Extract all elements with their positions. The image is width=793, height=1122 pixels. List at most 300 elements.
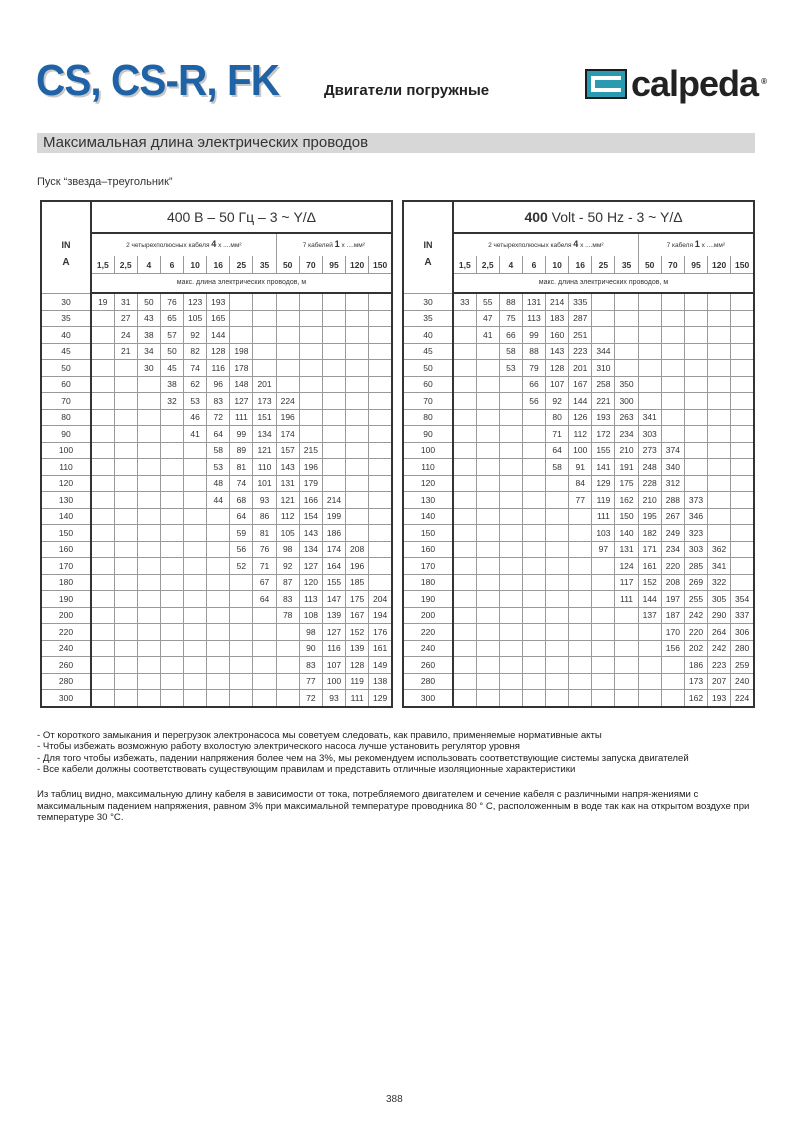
length-cell: 344 <box>592 343 615 360</box>
length-cell <box>684 393 707 410</box>
table-row <box>41 525 392 542</box>
length-cell <box>661 690 684 707</box>
length-cell: 76 <box>253 541 276 558</box>
length-cell <box>522 558 545 575</box>
length-cell: 41 <box>184 426 207 443</box>
table-row <box>403 343 754 360</box>
table-row <box>403 673 754 690</box>
length-cell: 108 <box>299 607 322 624</box>
length-cell: 99 <box>230 426 253 443</box>
length-cell <box>299 293 322 310</box>
length-cell <box>230 673 253 690</box>
length-cell <box>369 459 392 476</box>
length-cell: 67 <box>253 574 276 591</box>
table-row <box>403 293 754 310</box>
notes-list <box>37 730 689 776</box>
length-cell: 53 <box>207 459 230 476</box>
length-cell <box>184 459 207 476</box>
length-cell <box>638 293 661 310</box>
product-title: CS, CS-R, FK <box>36 56 280 105</box>
length-cell <box>522 426 545 443</box>
length-cell: 175 <box>346 591 369 608</box>
length-cell <box>731 293 754 310</box>
length-cell: 191 <box>615 459 638 476</box>
length-cell <box>91 393 114 410</box>
group-suffix: x ....мм² <box>580 242 604 249</box>
group-count: 1 <box>334 239 340 249</box>
length-cell <box>369 558 392 575</box>
length-cell <box>346 409 369 426</box>
length-cell: 155 <box>592 442 615 459</box>
length-cell: 150 <box>615 508 638 525</box>
length-cell <box>346 492 369 509</box>
length-cell: 38 <box>137 327 160 344</box>
length-cell <box>137 640 160 657</box>
length-cell: 105 <box>276 525 299 542</box>
in-label: IN <box>423 240 433 250</box>
current-value: 110 <box>41 459 91 476</box>
length-cell <box>160 426 183 443</box>
length-cell: 223 <box>569 343 592 360</box>
length-cell <box>160 690 183 707</box>
length-cell: 53 <box>184 393 207 410</box>
current-value: 190 <box>403 591 453 608</box>
length-cell <box>476 492 499 509</box>
length-cell <box>184 690 207 707</box>
length-cell <box>684 343 707 360</box>
length-cell <box>369 574 392 591</box>
length-cell <box>253 657 276 674</box>
cable-section-header: 35 <box>253 256 276 274</box>
current-value: 240 <box>41 640 91 657</box>
length-cell <box>661 327 684 344</box>
length-cell: 52 <box>230 558 253 575</box>
length-cell: 129 <box>592 475 615 492</box>
group-4-core-header <box>453 233 638 256</box>
length-cell: 110 <box>253 459 276 476</box>
length-cell <box>276 690 299 707</box>
length-cell <box>638 657 661 674</box>
length-cell: 199 <box>322 508 345 525</box>
length-cell <box>731 360 754 377</box>
group-single-core-header <box>276 233 392 256</box>
group-label: 7 кабеля <box>666 242 693 249</box>
length-cell <box>207 591 230 608</box>
brand-name <box>631 63 767 104</box>
table-row <box>41 293 392 310</box>
cable-section-header: 50 <box>638 256 661 274</box>
cable-section-header: 16 <box>569 256 592 274</box>
length-cell <box>114 442 137 459</box>
length-cell <box>114 360 137 377</box>
current-value: 220 <box>403 624 453 641</box>
length-cell: 214 <box>322 492 345 509</box>
length-cell <box>453 640 476 657</box>
length-cell: 97 <box>592 541 615 558</box>
length-cell: 119 <box>592 492 615 509</box>
length-cell: 170 <box>661 624 684 641</box>
length-cell: 210 <box>615 442 638 459</box>
current-value: 300 <box>41 690 91 707</box>
length-cell <box>453 442 476 459</box>
length-cell <box>91 327 114 344</box>
in-unit: A <box>424 257 432 268</box>
length-cell <box>569 640 592 657</box>
length-cell: 341 <box>638 409 661 426</box>
length-cell <box>91 640 114 657</box>
length-cell: 201 <box>569 360 592 377</box>
length-cell: 193 <box>207 293 230 310</box>
length-cell: 93 <box>322 690 345 707</box>
length-cell <box>546 640 569 657</box>
length-cell: 68 <box>230 492 253 509</box>
length-cell <box>453 426 476 443</box>
length-cell <box>522 673 545 690</box>
length-cell <box>499 442 522 459</box>
length-cell <box>253 640 276 657</box>
cable-length-table-ru <box>40 200 393 708</box>
length-cell: 362 <box>708 541 731 558</box>
length-cell: 66 <box>499 327 522 344</box>
length-cell <box>137 591 160 608</box>
length-cell: 48 <box>207 475 230 492</box>
length-cell <box>114 409 137 426</box>
length-cell: 120 <box>299 574 322 591</box>
length-cell <box>638 673 661 690</box>
length-cell <box>499 525 522 542</box>
length-cell <box>708 492 731 509</box>
length-cell: 141 <box>592 459 615 476</box>
length-cell: 220 <box>661 558 684 575</box>
length-cell: 58 <box>546 459 569 476</box>
length-cell <box>276 293 299 310</box>
length-cell <box>476 475 499 492</box>
table-row <box>41 591 392 608</box>
length-cell: 240 <box>731 673 754 690</box>
brand-text: calpeda <box>631 63 759 104</box>
table-row <box>41 475 392 492</box>
current-value: 280 <box>41 673 91 690</box>
length-cell <box>638 376 661 393</box>
length-cell <box>184 558 207 575</box>
length-cell <box>114 376 137 393</box>
length-cell: 306 <box>731 624 754 641</box>
current-value: 220 <box>41 624 91 641</box>
length-cell <box>661 293 684 310</box>
length-cell <box>230 327 253 344</box>
length-cell <box>661 409 684 426</box>
length-cell: 144 <box>638 591 661 608</box>
length-cell <box>546 657 569 674</box>
length-cell <box>731 508 754 525</box>
current-value: 40 <box>41 327 91 344</box>
length-cell <box>731 558 754 575</box>
length-cell <box>731 310 754 327</box>
table-row <box>403 360 754 377</box>
length-cell <box>522 442 545 459</box>
table-row <box>403 640 754 657</box>
length-cell <box>684 459 707 476</box>
length-cell: 64 <box>207 426 230 443</box>
cable-section-header: 4 <box>499 256 522 274</box>
length-cell: 179 <box>299 475 322 492</box>
in-label: IN <box>61 240 71 250</box>
length-cell <box>499 459 522 476</box>
length-cell <box>453 327 476 344</box>
length-cell <box>137 442 160 459</box>
length-cell <box>160 558 183 575</box>
length-cell <box>731 541 754 558</box>
length-cell: 66 <box>522 376 545 393</box>
table-row <box>41 376 392 393</box>
length-cell: 139 <box>322 607 345 624</box>
cable-section-header: 2,5 <box>476 256 499 274</box>
length-cell: 83 <box>299 657 322 674</box>
length-cell <box>91 508 114 525</box>
length-cell <box>207 690 230 707</box>
length-cell <box>160 459 183 476</box>
length-cell: 185 <box>346 574 369 591</box>
length-cell <box>638 393 661 410</box>
length-cell <box>453 525 476 542</box>
length-cell: 111 <box>615 591 638 608</box>
length-cell: 90 <box>299 640 322 657</box>
length-cell <box>684 293 707 310</box>
length-cell <box>638 327 661 344</box>
length-cell <box>114 393 137 410</box>
length-cell: 38 <box>160 376 183 393</box>
current-value: 180 <box>41 574 91 591</box>
length-cell: 149 <box>369 657 392 674</box>
current-value: 40 <box>403 327 453 344</box>
length-cell <box>230 690 253 707</box>
length-cell <box>230 640 253 657</box>
length-cell <box>230 310 253 327</box>
current-value: 120 <box>41 475 91 492</box>
table-row <box>403 409 754 426</box>
length-cell <box>184 541 207 558</box>
length-cell: 134 <box>299 541 322 558</box>
length-cell <box>569 574 592 591</box>
length-cell <box>276 673 299 690</box>
length-cell: 119 <box>346 673 369 690</box>
length-cell: 129 <box>369 690 392 707</box>
length-cell <box>230 574 253 591</box>
cable-section-header: 70 <box>299 256 322 274</box>
length-cell <box>453 624 476 641</box>
length-cell <box>253 607 276 624</box>
length-cell <box>322 459 345 476</box>
length-cell: 175 <box>615 475 638 492</box>
length-cell <box>346 343 369 360</box>
length-cell <box>253 327 276 344</box>
table-row <box>403 541 754 558</box>
length-cell: 83 <box>207 393 230 410</box>
length-cell <box>615 327 638 344</box>
length-cell <box>476 591 499 608</box>
length-cell <box>522 607 545 624</box>
current-value: 35 <box>403 310 453 327</box>
length-cell <box>114 475 137 492</box>
length-cell: 255 <box>684 591 707 608</box>
current-value: 45 <box>403 343 453 360</box>
length-cell: 157 <box>276 442 299 459</box>
length-cell <box>160 624 183 641</box>
length-cell: 224 <box>276 393 299 410</box>
section-header <box>37 133 755 153</box>
length-cell <box>137 475 160 492</box>
table-row <box>41 574 392 591</box>
length-cell <box>91 525 114 542</box>
in-unit: A <box>62 257 70 268</box>
current-value: 90 <box>41 426 91 443</box>
current-value: 100 <box>41 442 91 459</box>
length-cell <box>476 525 499 542</box>
length-cell <box>276 376 299 393</box>
length-cell: 57 <box>160 327 183 344</box>
length-cell <box>546 607 569 624</box>
cable-section-header: 120 <box>708 256 731 274</box>
length-cell: 21 <box>114 343 137 360</box>
length-cell <box>207 657 230 674</box>
length-cell <box>346 459 369 476</box>
length-cell: 165 <box>207 310 230 327</box>
calpeda-logo <box>585 63 767 104</box>
length-cell: 161 <box>369 640 392 657</box>
length-cell: 33 <box>453 293 476 310</box>
length-cell <box>615 607 638 624</box>
voltage-text: 400 В – 50 Гц – 3 ~ Y/Δ <box>166 209 317 225</box>
current-value: 30 <box>403 293 453 310</box>
length-cell <box>346 442 369 459</box>
length-cell: 290 <box>708 607 731 624</box>
length-cell <box>499 624 522 641</box>
length-cell: 312 <box>661 475 684 492</box>
length-cell: 300 <box>615 393 638 410</box>
length-cell <box>661 393 684 410</box>
length-cell: 128 <box>346 657 369 674</box>
length-cell <box>708 376 731 393</box>
group-label: 7 кабелей <box>302 242 333 249</box>
table-row <box>403 492 754 509</box>
length-cell <box>91 624 114 641</box>
length-cell <box>615 343 638 360</box>
length-cell: 50 <box>137 293 160 310</box>
length-cell <box>731 327 754 344</box>
length-cell <box>638 690 661 707</box>
length-cell <box>160 657 183 674</box>
length-cell: 34 <box>137 343 160 360</box>
length-cell: 156 <box>661 640 684 657</box>
length-cell: 127 <box>322 624 345 641</box>
length-cell <box>546 591 569 608</box>
cable-section-header: 10 <box>546 256 569 274</box>
length-cell: 234 <box>661 541 684 558</box>
length-cell <box>453 673 476 690</box>
length-cell <box>476 426 499 443</box>
length-cell <box>476 640 499 657</box>
length-cell: 143 <box>546 343 569 360</box>
length-cell <box>369 541 392 558</box>
length-cell <box>615 640 638 657</box>
note-item: - От короткого замыкания и перегрузок электронасоса мы советуем следовать, как правило, применяемые нормативные акты <box>37 730 602 741</box>
length-cell: 53 <box>499 360 522 377</box>
length-cell: 81 <box>230 459 253 476</box>
length-cell <box>207 525 230 542</box>
length-cell: 194 <box>369 607 392 624</box>
length-cell <box>499 376 522 393</box>
cable-section-header: 25 <box>592 256 615 274</box>
explanation-paragraph: Из таблиц видно, максимальную длину кабеля в зависимости от тока, потребляемого двигателем и сечение кабеля с различными напря-жениями с максимальным падением напряжения, равном 3% при максимальной температуре проводника 80 ° С, расположенным в воде так как на открытом воздухе при температуре 30 °С. <box>37 789 750 824</box>
length-cell <box>569 673 592 690</box>
note-item: - Для того чтобы избежать, падении напряжения более чем на 3%, мы рекомендуем использовать соответствующие системы запуска двигателей <box>37 752 689 764</box>
length-cell <box>137 459 160 476</box>
group-label: 2 четырехполюсных кабеля <box>488 242 572 249</box>
length-cell <box>476 673 499 690</box>
length-cell <box>615 673 638 690</box>
length-cell <box>569 541 592 558</box>
length-cell <box>230 591 253 608</box>
in-column-header <box>403 201 453 293</box>
length-cell <box>708 327 731 344</box>
length-cell: 134 <box>253 426 276 443</box>
length-cell <box>661 376 684 393</box>
length-cell: 111 <box>230 409 253 426</box>
length-cell: 88 <box>522 343 545 360</box>
length-cell <box>346 327 369 344</box>
length-cell <box>253 293 276 310</box>
group-suffix: x ....мм² <box>218 242 242 249</box>
group-suffix: x ....мм² <box>341 242 365 249</box>
length-cell <box>476 442 499 459</box>
length-cell: 19 <box>91 293 114 310</box>
length-cell <box>160 541 183 558</box>
current-value: 90 <box>403 426 453 443</box>
voltage-header <box>453 201 754 233</box>
length-cell <box>661 657 684 674</box>
length-cell: 186 <box>684 657 707 674</box>
length-cell <box>708 442 731 459</box>
length-cell: 160 <box>546 327 569 344</box>
length-cell: 116 <box>207 360 230 377</box>
length-cell: 113 <box>299 591 322 608</box>
length-cell: 215 <box>299 442 322 459</box>
length-cell <box>91 459 114 476</box>
current-value: 120 <box>403 475 453 492</box>
length-cell: 183 <box>546 310 569 327</box>
length-cell: 187 <box>661 607 684 624</box>
length-cell <box>137 426 160 443</box>
length-cell <box>160 508 183 525</box>
length-cell <box>114 624 137 641</box>
current-value: 50 <box>403 360 453 377</box>
length-cell <box>546 624 569 641</box>
length-cell: 174 <box>276 426 299 443</box>
length-cell <box>253 343 276 360</box>
length-cell <box>299 426 322 443</box>
length-cell <box>230 657 253 674</box>
length-cell <box>91 541 114 558</box>
length-cell <box>476 624 499 641</box>
length-cell <box>160 409 183 426</box>
length-cell <box>114 492 137 509</box>
length-cell: 195 <box>638 508 661 525</box>
cable-section-header: 95 <box>322 256 345 274</box>
cable-section-header: 35 <box>615 256 638 274</box>
length-cell <box>369 409 392 426</box>
length-cell <box>91 310 114 327</box>
length-cell: 350 <box>615 376 638 393</box>
